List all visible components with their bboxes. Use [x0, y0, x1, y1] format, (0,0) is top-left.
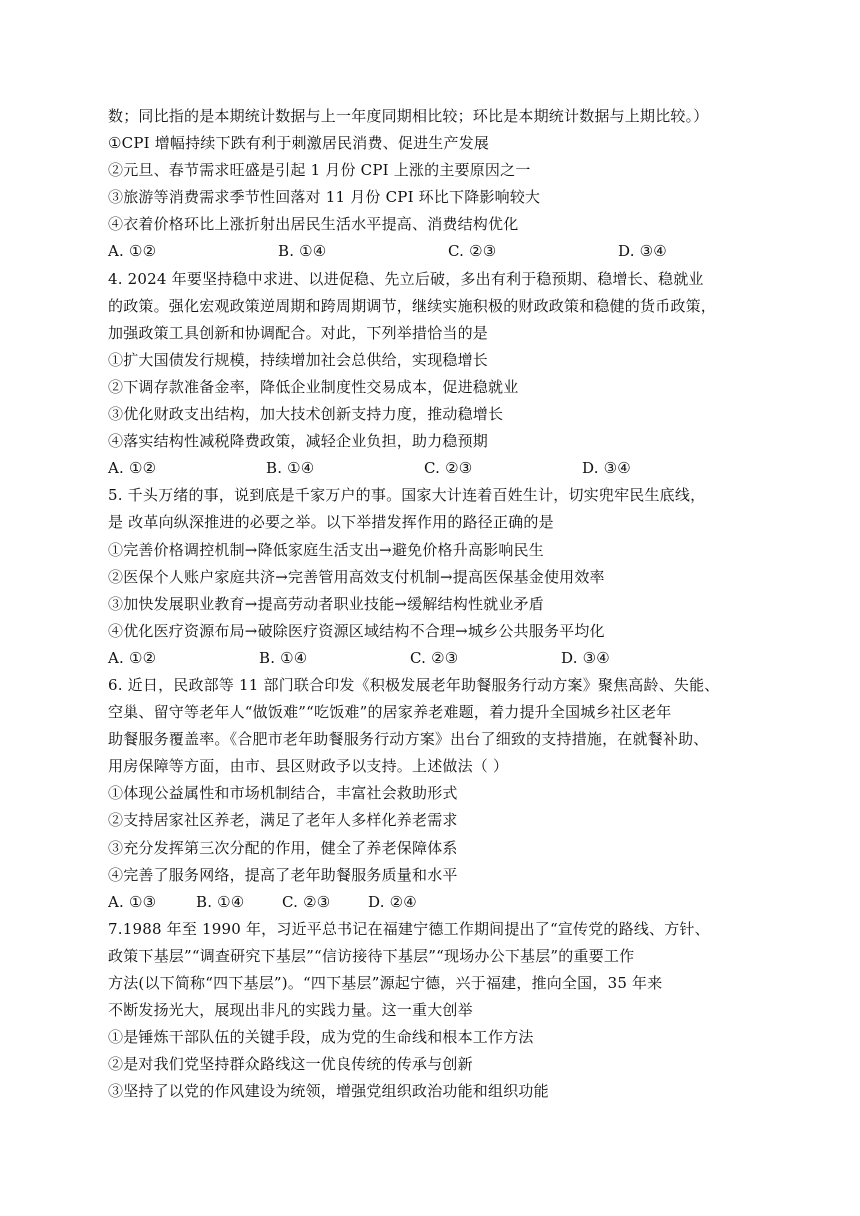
question-7: [108, 916, 788, 1106]
question-4: [108, 266, 788, 483]
question-4-statement-4: ④落实结构性减税降费政策，减轻企业负担，助力稳预期: [108, 432, 489, 451]
question-6: [108, 672, 788, 916]
question-7-statement-1: ①是锤炼干部队伍的关键手段，成为党的生命线和根本工作方法: [108, 1028, 534, 1047]
question-5-statement-3: ③加快发展职业教育→提高劳动者职业技能→缓解结构性就业矛盾: [108, 594, 544, 613]
question-5-stem-line-2: 是 改革向纵深推进的必要之举。以下举措发挥作用的路径正确的是: [108, 513, 554, 532]
question-4-option-d: D. ③④: [582, 459, 631, 478]
question-4-statement-2: ②下调存款准备金率，降低企业制度性交易成本，促进稳就业: [108, 377, 519, 396]
question-3-stem-continuation: 数；同比指的是本期统计数据与上一年度同期相比较；环比是本期统计数据与上期比较。）: [108, 107, 709, 125]
question-3-statement-2: ②元旦、春节需求旺盛是引起 1 月份 CPI 上涨的主要原因之一: [108, 161, 531, 180]
question-3-option-a: A. ①②: [108, 242, 157, 261]
question-4-stem-line-3: 加强政策工具创新和协调配合。对此，下列举措恰当的是: [108, 323, 489, 342]
question-5-statement-2: ②医保个人账户家庭共济→完善管用高效支付机制→提高医保基金使用效率: [108, 567, 605, 586]
question-7-stem-line-2: 政策下基层”“调查研究下基层”“信访接待下基层”“现场办公下基层”的重要工作: [108, 946, 635, 965]
question-5-option-c: C. ②③: [410, 648, 459, 667]
question-6-statement-2: ②支持居家社区养老，满足了老年人多样化养老需求: [108, 811, 458, 830]
exam-page: [108, 103, 788, 1105]
question-5-option-a: A. ①②: [108, 648, 157, 667]
question-4-option-c: C. ②③: [424, 459, 473, 478]
question-4-stem-line-2: 的政策。强化宏观政策逆周期和跨周期调节，继续实施积极的财政政策和稳健的货币政策，: [108, 296, 717, 315]
question-5-option-d: D. ③④: [561, 648, 610, 667]
question-5: [108, 482, 788, 672]
question-7-stem-line-3: 方法(以下简称“四下基层”)。“四下基层”源起宁德，兴于福建，推向全国，35 年来: [108, 974, 663, 992]
question-4-option-b: B. ①④: [266, 459, 315, 478]
question-4-statement-1: ①扩大国债发行规模，持续增加社会总供给，实现稳增长: [108, 350, 489, 369]
question-3-statement-4: ④衣着价格环比上涨折射出居民生活水平提高、消费结构优化: [108, 215, 519, 234]
question-3-option-c: C. ②③: [448, 242, 497, 261]
question-7-statement-2: ②是对我们党坚持群众路线这一优良传统的传承与创新: [108, 1055, 473, 1074]
question-3-statement-3: ③旅游等消费需求季节性回落对 11 月份 CPI 环比下降影响较大: [108, 188, 541, 207]
question-6-statement-3: ③充分发挥第三次分配的作用，健全了养老保障体系: [108, 838, 458, 857]
question-6-option-c: C. ②③: [282, 892, 331, 911]
question-3-statement-1: ①CPI 增幅持续下跌有利于刺激居民消费、促进生产发展: [108, 134, 490, 153]
question-3-option-d: D. ③④: [618, 242, 667, 261]
question-3: [108, 103, 788, 266]
question-6-option-d: D. ②④: [368, 892, 417, 911]
question-6-options: [108, 889, 788, 916]
question-5-option-b: B. ①④: [259, 648, 308, 667]
question-5-options: [108, 645, 788, 672]
question-5-stem-line-1: 5. 千头万绪的事，说到底是千家万户的事。国家大计连着百姓生计，切实兜牢民生底线，: [108, 486, 706, 505]
question-3-option-b: B. ①④: [278, 242, 327, 261]
question-5-statement-1: ①完善价格调控机制→降低家庭生活支出→避免价格升高影响民生: [108, 540, 544, 559]
question-6-option-a: A. ①③: [108, 892, 157, 911]
question-6-stem-line-2: 空巢、留守等老年人“做饭难”“吃饭难”的居家养老难题，着力提升全国城乡社区老年: [108, 703, 672, 722]
question-4-stem-line-1: 4. 2024 年要坚持稳中求进、以进促稳、先立后破，多出有利于稳预期、稳增长、稳就业: [108, 269, 704, 288]
question-7-statement-3: ③坚持了以党的作风建设为统领，增强党组织政治功能和组织功能: [108, 1082, 549, 1101]
question-6-statement-4: ④完善了服务网络，提高了老年助餐服务质量和水平: [108, 865, 458, 884]
question-5-statement-4: ④优化医疗资源布局→破除医疗资源区域结构不合理→城乡公共服务平均化: [108, 621, 605, 640]
question-6-option-b: B. ①④: [196, 892, 245, 911]
question-6-stem-line-1: 6. 近日，民政部等 11 部门联合印发《积极发展老年助餐服务行动方案》聚焦高龄、失能、: [108, 675, 720, 694]
question-6-stem-line-4: 用房保障等方面，由市、县区财政予以支持。上述做法（ ）: [108, 757, 509, 776]
question-7-stem-line-1: 7.1988 年至 1990 年，习近平总书记在福建宁德工作期间提出了“宣传党的路线、方针、: [108, 919, 710, 938]
question-6-stem-line-3: 助餐服务覆盖率。《合肥市老年助餐服务行动方案》出台了细致的支持措施，在就餐补助、: [108, 730, 709, 749]
question-7-stem-line-4: 不断发扬光大，展现出非凡的实践力量。这一重大创举: [108, 1001, 473, 1020]
question-4-options: [108, 455, 788, 482]
question-4-statement-3: ③优化财政支出结构，加大技术创新支持力度，推动稳增长: [108, 405, 504, 424]
question-3-options: [108, 238, 788, 265]
question-6-statement-1: ①体现公益属性和市场机制结合，丰富社会救助形式: [108, 784, 458, 803]
question-4-option-a: A. ①②: [108, 459, 157, 478]
